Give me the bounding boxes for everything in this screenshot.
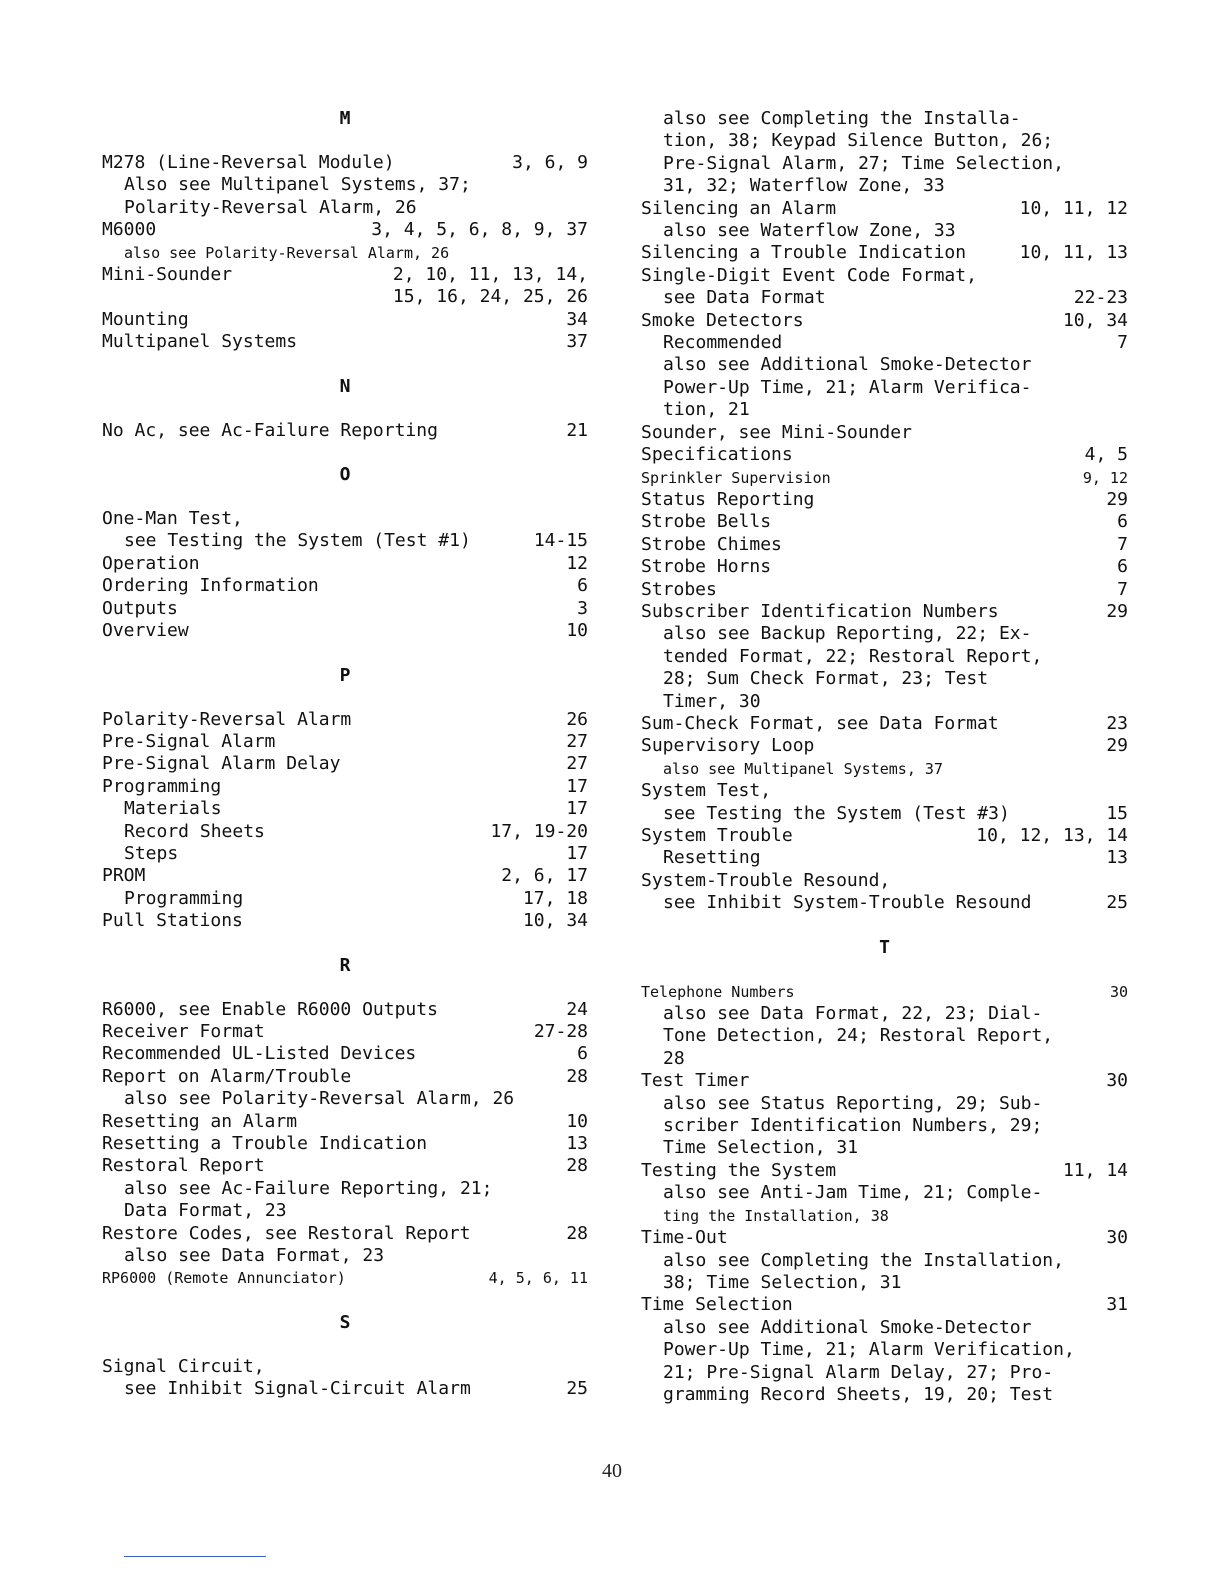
entry-term: Sounder, see Mini-Sounder (641, 421, 912, 443)
entry-page-refs: 17, 18 (522, 887, 588, 909)
entry-page-refs: 30 (1106, 1227, 1128, 1249)
entry-page-refs: 7 (1117, 578, 1128, 600)
index-entry (641, 1294, 1128, 1316)
entry-term: No Ac, see Ac-Failure Reporting (102, 419, 438, 441)
index-entry (641, 825, 1128, 847)
index-entry (102, 508, 588, 530)
entry-term: Multipanel Systems (102, 331, 298, 353)
section-spacer (102, 933, 588, 955)
entry-term: M278 (Line-Reversal Module) (102, 152, 395, 173)
section-letter-heading: P (339, 664, 351, 686)
footer-rule (124, 1556, 266, 1557)
index-entry (641, 265, 1128, 287)
entry-term: Steps (124, 842, 179, 864)
index-subentry (641, 1339, 1128, 1361)
entry-page-refs: 6 (577, 1043, 588, 1065)
entry-page-refs: 15, 16, 24, 25, 26 (392, 286, 588, 308)
index-entry (102, 219, 588, 241)
index-right-column (641, 108, 1128, 1406)
entry-term: Resetting a Trouble Indication (102, 1133, 428, 1154)
index-subentry (102, 1245, 588, 1267)
entry-term: Strobe Horns (641, 556, 772, 578)
index-entry (641, 713, 1128, 735)
entry-page-refs: 29 (1106, 600, 1128, 622)
entry-page-refs: 6 (577, 575, 588, 597)
index-subentry (641, 108, 1128, 130)
entry-term: Specifications (641, 444, 793, 466)
index-subentry (641, 1182, 1128, 1204)
entry-term: Pull Stations (102, 910, 243, 932)
index-entry (641, 735, 1128, 757)
entry-term: Strobe Bells (641, 511, 772, 533)
entry-page-refs: 3, 4, 5, 6, 8, 9, 37 (371, 219, 588, 241)
entry-term: Operation (102, 552, 200, 574)
entry-page-refs: 17 (566, 775, 588, 797)
index-entry (641, 601, 1128, 623)
index-subentry (641, 758, 1128, 780)
entry-term: Testing the System (641, 1159, 837, 1181)
section-spacer (102, 643, 588, 665)
entry-term: Strobe Chimes (641, 533, 782, 555)
entry-term: R6000, see Enable R6000 Outputs (102, 998, 438, 1020)
entry-page-refs: 28 (566, 1155, 588, 1177)
entry-page-refs: 6 (1117, 511, 1128, 533)
entry-page-refs: 30 (1106, 1070, 1128, 1092)
index-entry (102, 264, 588, 286)
index-subentry (641, 668, 1128, 690)
entry-term: Ordering Information (102, 575, 319, 597)
entry-term: Restoral Report (102, 1155, 265, 1177)
entry-page-refs: 29 (1106, 488, 1128, 510)
entry-term: M6000 (102, 219, 157, 241)
index-entry (102, 575, 588, 597)
index-subentry (641, 1115, 1128, 1137)
index-entry (641, 1227, 1128, 1249)
section-spacer (102, 687, 588, 709)
index-entry (102, 620, 588, 642)
entry-page-refs: 30 (1109, 982, 1128, 1001)
entry-term: Receiver Format (102, 1020, 265, 1042)
section-spacer (102, 1290, 588, 1312)
entry-term: One-Man Test, (102, 508, 243, 530)
entry-term: also see Data Format, 22, 23; Dial- (663, 1003, 1043, 1025)
entry-page-refs: 3, 6, 9 (512, 152, 588, 173)
entry-term: see Data Format (663, 287, 826, 309)
index-left-column (102, 108, 588, 1401)
index-subentry (102, 888, 588, 910)
entry-term: Subscriber Identification Numbers (641, 600, 999, 622)
entry-term: Programming (124, 887, 244, 909)
index-subentry (641, 1137, 1128, 1159)
entry-term: Supervisory Loop (641, 735, 815, 757)
entry-term: Telephone Numbers (641, 982, 795, 1001)
index-subentry (641, 399, 1128, 421)
entry-page-refs: 24 (566, 998, 588, 1020)
index-entry (102, 709, 588, 731)
entry-term: also see Ac-Failure Reporting, 21; (124, 1177, 493, 1199)
entry-term: Materials (124, 798, 222, 820)
entry-term: tion, 38; Keypad Silence Button, 26; (663, 130, 1054, 152)
entry-term: Recommended (663, 332, 783, 354)
index-subentry (641, 623, 1128, 645)
entry-page-refs: 22-23 (1073, 287, 1128, 309)
index-subentry (641, 332, 1128, 354)
index-entry (641, 556, 1128, 578)
entry-page-refs: 34 (566, 308, 588, 330)
entry-term: Resetting (663, 847, 761, 869)
index-entry (102, 331, 588, 353)
index-entry (102, 420, 588, 442)
entry-term: see Testing the System (Test #3) (663, 802, 1010, 824)
index-subentry (102, 821, 588, 843)
entry-term: also see Waterflow Zone, 33 (663, 220, 956, 242)
entry-term: 28; Sum Check Format, 23; Test (663, 668, 989, 690)
section-letter-heading: S (339, 1311, 351, 1333)
entry-term: tion, 21 (663, 399, 750, 421)
section-letter-heading: R (339, 954, 351, 976)
section-spacer (102, 442, 588, 464)
index-entry (641, 534, 1128, 556)
entry-term: gramming Record Sheets, 19, 20; Test (663, 1383, 1054, 1405)
entry-term: Silencing a Trouble Indication (641, 242, 967, 264)
index-subentry (641, 1093, 1128, 1115)
entry-term: RP6000 (Remote Annunciator) (102, 1269, 346, 1288)
entry-page-refs: 23 (1106, 712, 1128, 734)
entry-term: also see Completing the Installation, (663, 1249, 1064, 1271)
index-entry (641, 467, 1128, 489)
index-entry (102, 753, 588, 775)
entry-term: Mounting (102, 308, 189, 330)
section-spacer (102, 398, 588, 420)
index-subentry (641, 803, 1128, 825)
index-entry (641, 310, 1128, 332)
index-entry (641, 1070, 1128, 1092)
page-number: 40 (602, 1460, 622, 1482)
entry-page-refs: 14-15 (533, 530, 588, 552)
index-subentry (102, 798, 588, 820)
index-subentry (641, 1205, 1128, 1227)
entry-term: Pre-Signal Alarm (102, 730, 276, 752)
index-entry (102, 731, 588, 753)
entry-term: Strobes (641, 578, 717, 600)
index-entry (641, 422, 1128, 444)
entry-page-refs: 6 (1117, 556, 1128, 578)
index-subentry (102, 1378, 588, 1400)
entry-page-refs: 28 (566, 1222, 588, 1244)
section-letter-heading: N (339, 375, 351, 397)
entry-term: Polarity-Reversal Alarm (102, 708, 352, 730)
section-spacer (102, 1334, 588, 1356)
section-spacer (102, 977, 588, 999)
index-subentry (641, 1272, 1128, 1294)
index-entry (641, 444, 1128, 466)
index-subentry (641, 1317, 1128, 1339)
entry-term: Single-Digit Event Code Format, (641, 264, 977, 286)
entry-page-refs: 31 (1106, 1294, 1128, 1316)
index-subentry (641, 377, 1128, 399)
entry-term: also see Additional Smoke-Detector (663, 354, 1032, 376)
entry-term: Recommended UL-Listed Devices (102, 1043, 417, 1065)
entry-page-refs: 17 (566, 798, 588, 820)
index-subentry (102, 242, 588, 264)
index-subentry (641, 1384, 1128, 1406)
entry-term: Power-Up Time, 21; Alarm Verification, (663, 1339, 1075, 1361)
entry-term: Status Reporting (641, 488, 815, 510)
index-subentry (641, 220, 1128, 242)
entry-term: Tone Detection, 24; Restoral Report, (663, 1025, 1054, 1047)
entry-page-refs: 10, 34 (522, 910, 588, 932)
entry-page-refs: 3 (577, 597, 588, 619)
entry-page-refs: 17 (566, 842, 588, 864)
entry-page-refs: 2, 10, 11, 13, 14, (392, 264, 588, 286)
index-subentry (641, 892, 1128, 914)
index-subentry (641, 287, 1128, 309)
entry-page-refs: 10, 11, 13 (1019, 242, 1128, 264)
index-entry (102, 776, 588, 798)
entry-page-refs: 10, 12, 13, 14 (976, 825, 1128, 846)
entry-term: Power-Up Time, 21; Alarm Verifica- (663, 376, 1032, 398)
index-entry (102, 553, 588, 575)
index-entry (641, 981, 1128, 1003)
index-subentry (102, 530, 588, 552)
index-entry (641, 198, 1128, 220)
entry-term: Mini-Sounder (102, 264, 233, 286)
entry-page-refs: 4, 5 (1084, 444, 1128, 466)
index-subentry (102, 1200, 588, 1222)
entry-term: also see Data Format, 23 (124, 1245, 385, 1267)
entry-term: Sum-Check Format, see Data Format (641, 712, 999, 734)
entry-term: Test Timer (641, 1070, 750, 1092)
entry-page-refs: 27 (566, 730, 588, 752)
entry-page-refs: 12 (566, 552, 588, 574)
index-entry (102, 1356, 588, 1378)
entry-page-refs: 10 (566, 1110, 588, 1132)
index-entry (102, 598, 588, 620)
entry-page-refs: 10, 11, 12 (1019, 197, 1128, 219)
index-entry (102, 865, 588, 887)
entry-page-refs: 13 (566, 1133, 588, 1154)
index-subentry (641, 1025, 1128, 1047)
index-entry (102, 1111, 588, 1133)
entry-page-refs: 27-28 (533, 1020, 588, 1042)
entry-term: also see Completing the Installa- (663, 108, 1021, 129)
entry-term: Smoke Detectors (641, 309, 804, 331)
index-entry (102, 999, 588, 1021)
entry-page-refs: 7 (1117, 533, 1128, 555)
entry-page-refs: 10 (566, 620, 588, 642)
index-subentry (641, 354, 1128, 376)
entry-term: Silencing an Alarm (641, 197, 837, 219)
index-subentry (641, 1003, 1128, 1025)
index-entry (641, 511, 1128, 533)
entry-term: Also see Multipanel Systems, 37; (124, 174, 471, 196)
entry-term: Pre-Signal Alarm Delay (102, 753, 341, 775)
entry-page-refs: 25 (1106, 892, 1128, 914)
index-entry (641, 780, 1128, 802)
index-entry (102, 1043, 588, 1065)
index-entry (102, 1133, 588, 1155)
index-entry (102, 309, 588, 331)
index-subentry (641, 175, 1128, 197)
entry-term: also see Multipanel Systems, 37 (663, 759, 943, 778)
entry-page-refs: 2, 6, 17 (501, 865, 588, 887)
entry-term: see Inhibit Signal-Circuit Alarm (124, 1378, 471, 1400)
index-subentry (641, 130, 1128, 152)
section-spacer (641, 959, 1128, 981)
index-entry (102, 152, 588, 174)
section-letter-heading: O (339, 464, 351, 486)
section-spacer (102, 486, 588, 508)
entry-term: scriber Identification Numbers, 29; (663, 1115, 1043, 1137)
index-subentry (641, 1048, 1128, 1070)
index-subentry (641, 646, 1128, 668)
section-spacer (102, 354, 588, 376)
entry-term: also see Additional Smoke-Detector (663, 1316, 1032, 1338)
entry-page-refs: 15 (1106, 802, 1128, 824)
entry-term: System Trouble (641, 825, 793, 846)
entry-term: Pre-Signal Alarm, 27; Time Selection, (663, 152, 1064, 174)
entry-term: ting the Installation, 38 (663, 1206, 889, 1225)
entry-term: Polarity-Reversal Alarm, 26 (124, 196, 417, 218)
entry-term: Time Selection, 31 (663, 1137, 859, 1159)
entry-term: Report on Alarm/Trouble (102, 1065, 352, 1087)
index-entry (641, 579, 1128, 601)
index-entry (102, 1021, 588, 1043)
entry-term: also see Anti-Jam Time, 21; Comple- (663, 1182, 1043, 1204)
index-subentry (102, 843, 588, 865)
entry-page-refs: 17, 19-20 (490, 820, 588, 842)
entry-term: 38; Time Selection, 31 (663, 1271, 902, 1293)
entry-page-refs: 13 (1106, 847, 1128, 869)
entry-term: Outputs (102, 597, 178, 619)
entry-term: Record Sheets (124, 820, 265, 842)
entry-term: PROM (102, 865, 146, 887)
index-subentry (641, 1362, 1128, 1384)
entry-term: Restore Codes, see Restoral Report (102, 1222, 471, 1244)
entry-term: 28 (663, 1047, 685, 1069)
index-entry (102, 286, 588, 308)
index-subentry (641, 1250, 1128, 1272)
entry-page-refs: 10, 34 (1062, 309, 1128, 331)
entry-page-refs: 37 (566, 331, 588, 353)
entry-term: System-Trouble Resound, (641, 869, 891, 891)
entry-term: see Testing the System (Test #1) (124, 530, 471, 552)
index-subentry (102, 197, 588, 219)
entry-term: also see Status Reporting, 29; Sub- (663, 1092, 1043, 1114)
index-entry (641, 242, 1128, 264)
entry-term: Signal Circuit, (102, 1355, 265, 1377)
index-entry (102, 1155, 588, 1177)
entry-term: Sprinkler Supervision (641, 468, 831, 487)
entry-term: also see Backup Reporting, 22; Ex- (663, 623, 1032, 645)
entry-term: 31, 32; Waterflow Zone, 33 (663, 175, 945, 197)
entry-page-refs: 9, 12 (1082, 468, 1128, 487)
index-subentry (641, 153, 1128, 175)
index-entry (641, 489, 1128, 511)
entry-page-refs: 26 (566, 708, 588, 730)
entry-term: Time-Out (641, 1227, 728, 1249)
index-subentry (102, 1178, 588, 1200)
entry-page-refs: 11, 14 (1062, 1159, 1128, 1181)
entry-term: System Test, (641, 780, 772, 802)
index-subentry (102, 1088, 588, 1110)
entry-term: also see Polarity-Reversal Alarm, 26 (124, 243, 450, 262)
section-letter-heading: M (339, 108, 351, 129)
section-spacer (102, 130, 588, 152)
entry-term: 21; Pre-Signal Alarm Delay, 27; Pro- (663, 1361, 1054, 1383)
section-spacer (641, 915, 1128, 937)
index-entry (102, 1066, 588, 1088)
entry-term: Timer, 30 (663, 690, 761, 712)
entry-page-refs: 27 (566, 753, 588, 775)
entry-term: also see Polarity-Reversal Alarm, 26 (124, 1088, 515, 1110)
entry-term: Overview (102, 620, 189, 642)
index-entry (102, 1223, 588, 1245)
entry-term: Data Format, 23 (124, 1200, 287, 1222)
entry-page-refs: 29 (1106, 735, 1128, 757)
entry-page-refs: 28 (566, 1065, 588, 1087)
entry-term: tended Format, 22; Restoral Report, (663, 645, 1043, 667)
entry-term: see Inhibit System-Trouble Resound (663, 892, 1032, 914)
index-subentry (641, 691, 1128, 713)
index-entry (102, 1267, 588, 1289)
entry-page-refs: 7 (1117, 332, 1128, 354)
entry-page-refs: 4, 5, 6, 11 (488, 1269, 588, 1288)
entry-term: Resetting an Alarm (102, 1110, 298, 1132)
entry-term: Time Selection (641, 1294, 793, 1316)
index-entry (641, 1160, 1128, 1182)
entry-page-refs: 25 (566, 1378, 588, 1400)
index-subentry (102, 174, 588, 196)
entry-page-refs: 21 (566, 419, 588, 441)
section-letter-heading: T (879, 936, 890, 958)
index-subentry (641, 847, 1128, 869)
entry-term: Programming (102, 775, 222, 797)
index-entry (641, 870, 1128, 892)
index-entry (102, 910, 588, 932)
